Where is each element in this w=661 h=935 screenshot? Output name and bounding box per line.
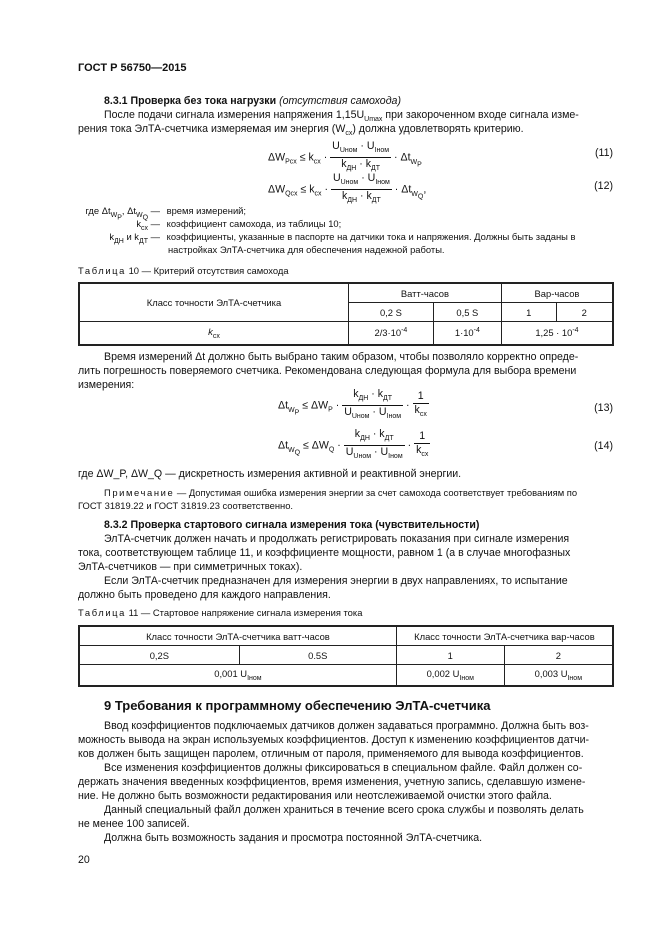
- paragraph-line: ние. Не должно быть возможности редактирования или неотслеживаемой очистки этого файла.: [78, 790, 552, 802]
- equation-number: (13): [594, 402, 613, 414]
- cell-text: 1,25 · 10: [535, 327, 573, 339]
- table-cell: [79, 322, 349, 346]
- equation-13: $\Delta t_{W_P} \le \Delta W_P$ · $\frac{k_{ДН} \cdot k_{ДТ}}{U_{Uном} \cdot U_{Iном}}$ · $\frac{1}{k_{сх}}$: [278, 388, 427, 421]
- equation-number: (14): [594, 440, 613, 452]
- paragraph-line: Данный специальный файл должен храниться в течение всего срока службы и позволять делать: [104, 804, 584, 816]
- cell-sup: -4: [401, 327, 408, 335]
- paragraph-line: тока, соответствующем таблице 11, и коэффициенте мощности, равном 1 (а в случае многофазных: [78, 547, 571, 559]
- table-cell: [396, 665, 504, 687]
- equation-12: $\Delta W_{Qcx} \le k_{cx}$ · $\frac{U_{Uном} \cdot U_{Iном}}{k_{ДН} \cdot k_{ДТ}}$ · $\Delta t_{W_Q}$,: [268, 172, 427, 205]
- cell-text: 0,003 U: [534, 668, 568, 680]
- text-run: ) должна удовлетворять критерию.: [352, 123, 524, 135]
- cell-sub: сх: [212, 332, 220, 340]
- section-title-bold: 8.3.1 Проверка без тока нагрузки: [104, 95, 277, 107]
- cell-sub: Iном: [459, 674, 474, 682]
- paragraph-line: ЭлТА-счетчиков — при симметричных токах).: [78, 561, 303, 573]
- cell-sub: Iном: [567, 674, 583, 682]
- table-header: Класс точности ЭлТА-счетчика ватт-часов: [79, 626, 396, 646]
- paragraph-line: Если ЭлТА-счетчик предназначен для измерения энергии в двух направлениях, то испытание: [104, 575, 568, 587]
- cell-text: 0,001 U: [214, 668, 248, 680]
- legend-symbol: $k_{ДН}$ и $k_{ДТ}$ —: [109, 231, 160, 245]
- text-sub: Umax: [364, 116, 383, 124]
- table-cell: [504, 665, 613, 687]
- paragraph-line: ЭлТА-счетчик должен начать и продолжать регистрировать показания при сигнале измерения: [104, 533, 570, 545]
- text-run: при закороченном входе сигнала изме-: [385, 109, 579, 121]
- note-label: Примечание: [104, 487, 175, 498]
- note-line: [104, 487, 577, 500]
- paragraph-line: Ввод коэффициентов подключаемых датчиков должен задаваться программно. Должна быть воз-: [104, 720, 589, 732]
- cell-text: 2/3·10: [374, 327, 402, 339]
- equation-number: (11): [594, 147, 613, 159]
- legend-symbol: где $\Delta t_{W_P}$, $\Delta t_{W_Q}$ —: [85, 205, 160, 222]
- legend-text: настройках ЭлТА-счетчика для обеспечения надежной работы.: [168, 244, 445, 255]
- paragraph-line: Должна быть возможность задания и просмотра постоянной ЭлТА-счетчика.: [104, 832, 483, 844]
- paragraph-line: не менее 100 записей.: [78, 818, 190, 830]
- table-cell: 0,2S: [79, 646, 239, 665]
- table-10-caption: [78, 265, 289, 278]
- cell-text: k: [208, 326, 213, 338]
- text-sub: сх: [345, 130, 353, 138]
- table-cell: 1: [501, 303, 556, 322]
- cell-sub: Iном: [247, 674, 262, 682]
- table-header: Ватт-часов: [349, 283, 502, 303]
- section-8-3-2-title: 8.3.2 Проверка стартового сигнала измерения тока (чувствительности): [104, 519, 480, 531]
- note-text: — Допустимая ошибка измерения энергии за счет самохода соответствует требованиям по: [176, 487, 578, 498]
- table-cell: 0,5 S: [433, 303, 501, 322]
- table-cell: [433, 322, 501, 346]
- table-10: [78, 282, 614, 346]
- table-cell: 2: [556, 303, 613, 322]
- table-header: Класс точности ЭлТА-счетчика вар-часов: [396, 626, 613, 646]
- table-11: [78, 625, 614, 687]
- table-header: Вар-часов: [501, 283, 613, 303]
- table-cell: [349, 322, 434, 346]
- cell-sup: -4: [473, 327, 480, 335]
- table-cell: 1: [396, 646, 504, 665]
- table-11-caption: [78, 607, 362, 620]
- paragraph-line: ков должен быть защищен паролем, отличным от пароля, применяемого для вывода коэффициентов.: [78, 748, 584, 760]
- caption-text: 11 — Стартовое напряжение сигнала измерения тока: [128, 607, 363, 618]
- paragraph-line: держать значения введенных коэффициентов, время изменения, учетную запись, сделавшую измене-: [78, 776, 586, 788]
- table-cell: 0,2 S: [349, 303, 434, 322]
- equation-11: $\Delta W_{Pcx} \le k_{cx}$ · $\frac{U_{Uном} \cdot U_{Iном}}{k_{ДН} \cdot k_{ДТ}}$ · $\Delta t_{W_P}$: [268, 140, 422, 173]
- cell-sup: -4: [572, 327, 579, 335]
- text-run: рения тока ЭлТА-счетчика измеряемая им энергия (W: [78, 123, 346, 135]
- table-header: Класс точности ЭлТА-счетчика: [79, 283, 349, 322]
- cell-text: 0,002 U: [426, 668, 460, 680]
- section-9-title: 9 Требования к программному обеспечению ЭлТА-счетчика: [104, 698, 491, 713]
- legend-row: [168, 244, 445, 257]
- paragraph-line: должно быть проведено для каждого направления.: [78, 589, 331, 601]
- equation-number: (12): [594, 180, 613, 192]
- page-number: 20: [78, 854, 90, 866]
- legend-text: коэффициенты, указанные в паспорте на датчики тока и напряжения. Должны быть заданы в: [166, 231, 576, 242]
- caption-label: Таблица: [78, 607, 126, 618]
- table-cell: 2: [504, 646, 613, 665]
- section-8-3-1-title: [104, 94, 401, 109]
- cell-text: 1·10: [454, 327, 474, 339]
- paragraph-line: Все изменения коэффициентов должны фиксироваться в специальном файле. Файл должен со-: [104, 762, 583, 774]
- legend-text: коэффициент самохода, из таблицы 10;: [166, 218, 342, 229]
- where-line: где ΔW_P, ΔW_Q — дискретность измерения активной и реактивной энергии.: [78, 468, 462, 480]
- paragraph-line: можность вывода на экран используемых коэффициентов. Доступ к изменению коэффициентов датчи-: [78, 734, 590, 746]
- paragraph-line: измерения:: [78, 379, 135, 391]
- legend-text: время измерений;: [166, 205, 247, 216]
- section-title-italic: (отсутствия самохода): [279, 95, 401, 107]
- caption-label: Таблица: [78, 265, 126, 276]
- equation-14: $\Delta t_{W_Q} \le \Delta W_Q$ · $\frac{k_{ДН} \cdot k_{ДТ}}{U_{Uном} \cdot U_{Iном}}$ · $\frac{1}{k_{сх}}$: [278, 428, 429, 461]
- table-cell: [501, 322, 613, 346]
- caption-text: 10 — Критерий отсутствия самохода: [128, 265, 289, 276]
- table-cell: 0.5S: [239, 646, 396, 665]
- paragraph-line: Время измерений Δt должно быть выбрано таким образом, чтобы позволяло корректно опреде-: [104, 351, 579, 363]
- doc-id-header: ГОСТ Р 56750—2015: [78, 62, 187, 74]
- legend-symbol: $k_{сх}$ —: [136, 218, 160, 232]
- paragraph-line: лить погрешность поверяемого счетчика. Рекомендована следующая формула для выбора времени: [78, 365, 577, 377]
- table-cell: [79, 665, 396, 687]
- text-run: После подачи сигнала измерения напряжения 1,15U: [104, 109, 365, 121]
- note-line: ГОСТ 31819.22 и ГОСТ 31819.23 соответственно.: [78, 500, 294, 511]
- paragraph-line: [78, 122, 614, 142]
